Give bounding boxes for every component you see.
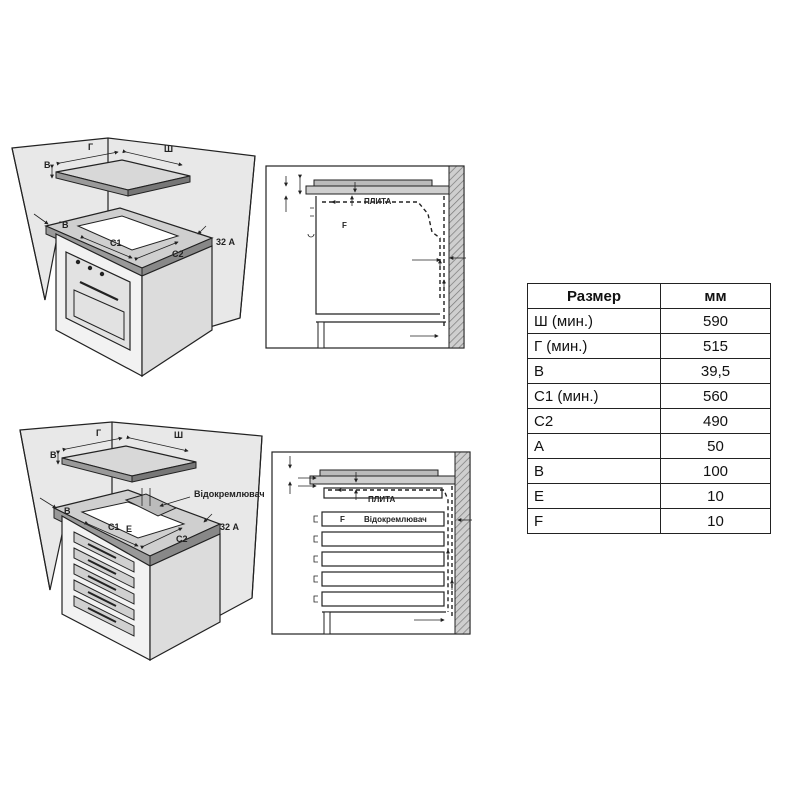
label-g-bottom: Г [96, 428, 102, 438]
oven-section-view [266, 166, 466, 348]
row-value: 10 [661, 509, 771, 534]
label-plyta-top: ПЛИТА [364, 197, 392, 206]
header-size: Размер [528, 284, 661, 309]
row-value: 560 [661, 384, 771, 409]
label-c1-bottom: С1 [108, 522, 120, 532]
label-vidkremlyuvach-left: Відокремлювач [194, 489, 265, 499]
row-name: Ш (мин.) [528, 309, 661, 334]
row-value: 100 [661, 459, 771, 484]
label-f-top: F [342, 221, 347, 230]
label-e-bottom: Е [126, 524, 133, 534]
label-v-top: В [44, 160, 51, 170]
row-name: С2 [528, 409, 661, 434]
row-value: 590 [661, 309, 771, 334]
drawers-section-view [272, 452, 472, 634]
label-32a-top: 32 А [216, 237, 236, 247]
kitchen-drawers-perspective [20, 422, 265, 660]
label-v-counter: В [62, 220, 69, 230]
table-row [528, 459, 771, 484]
row-name: Г (мин.) [528, 334, 661, 359]
kitchen-oven-perspective [12, 138, 255, 376]
table-row [528, 434, 771, 459]
table-row [528, 484, 771, 509]
header-mm: мм [661, 284, 771, 309]
table-row [528, 359, 771, 384]
label-32a-bottom: 32 А [220, 522, 240, 532]
row-value: 10 [661, 484, 771, 509]
label-f-bottom: F [340, 515, 345, 524]
label-sh-top: Ш [164, 144, 174, 154]
row-name: F [528, 509, 661, 534]
label-v-bottom: В [50, 450, 57, 460]
label-c2-top: С2 [172, 249, 184, 259]
row-name: В [528, 359, 661, 384]
label-g-top: Г [88, 142, 94, 152]
table-row [528, 409, 771, 434]
table-row [528, 509, 771, 534]
row-value: 39,5 [661, 359, 771, 384]
label-v-counter-bottom: В [64, 506, 71, 516]
dimensions-table [527, 283, 771, 534]
row-value: 515 [661, 334, 771, 359]
row-name: С1 (мин.) [528, 384, 661, 409]
row-name: В [528, 459, 661, 484]
table-row [528, 384, 771, 409]
label-sh-bottom: Ш [174, 430, 184, 440]
table-row [528, 309, 771, 334]
label-vidkremlyuvach-section: Відокремлювач [364, 515, 427, 524]
row-value: 50 [661, 434, 771, 459]
label-plyta-bottom: ПЛИТА [368, 495, 396, 504]
row-name: А [528, 434, 661, 459]
table-row [528, 334, 771, 359]
label-c2-bottom: С2 [176, 534, 188, 544]
table-header-row [528, 284, 771, 309]
row-name: Е [528, 484, 661, 509]
row-value: 490 [661, 409, 771, 434]
label-c1-top: С1 [110, 238, 122, 248]
